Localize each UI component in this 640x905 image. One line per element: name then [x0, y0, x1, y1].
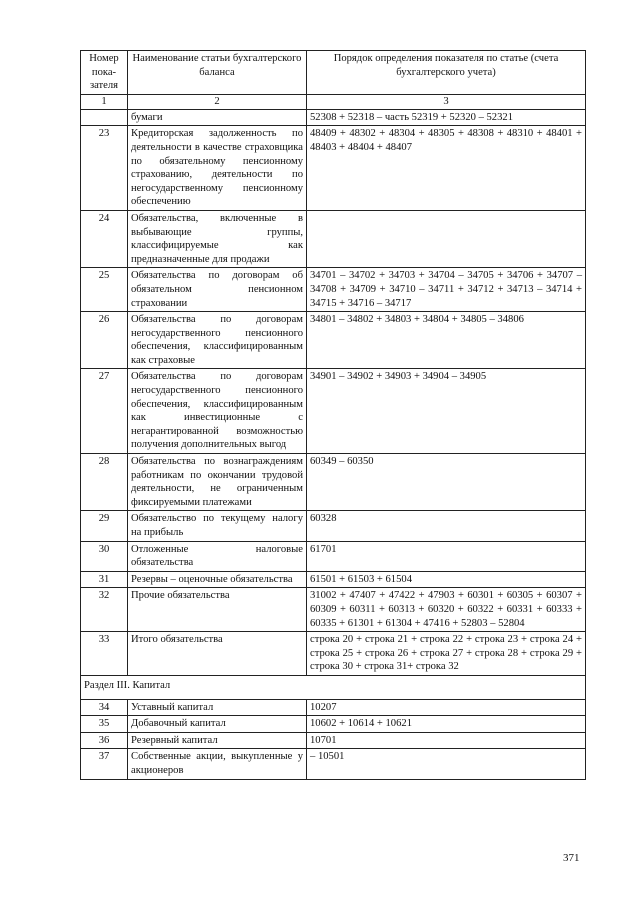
table-row	[81, 632, 586, 676]
column-number: 2	[128, 94, 307, 109]
row-number: 31	[81, 571, 128, 588]
row-formula: 60349 – 60350	[307, 454, 586, 511]
table-header-row	[81, 51, 586, 95]
header-determination-order: Порядок определения показателя по статье (счета бухгалтерского учета)	[307, 51, 586, 95]
row-item-name: Обязательства, включенные в выбывающие группы, классифицируемые как предназначенные для продажи	[128, 210, 307, 267]
row-formula: 34901 – 34902 + 34903 + 34904 – 34905	[307, 369, 586, 454]
row-formula: 34701 – 34702 + 34703 + 34704 – 34705 + 34706 + 34707 – 34708 + 34709 + 34710 – 34711 + 34712 + 34713 – 34714 + 34715 + 34716 – 34717	[307, 268, 586, 312]
row-formula	[307, 210, 586, 267]
row-item-name: Отложенные налоговые обязательства	[128, 541, 307, 571]
row-item-name: Добавочный капитал	[128, 716, 307, 733]
continuation-row	[81, 109, 586, 126]
row-formula: – 10501	[307, 749, 586, 779]
row-item-name: Обязательство по текущему налогу на прибыль	[128, 511, 307, 541]
row-formula: 61701	[307, 541, 586, 571]
row-number: 25	[81, 268, 128, 312]
table-row	[81, 716, 586, 733]
row-formula: 48409 + 48302 + 48304 + 48305 + 48308 + 48310 + 48401 + 48403 + 48404 + 48407	[307, 126, 586, 211]
table-row	[81, 369, 586, 454]
row-item-name: Собственные акции, выкупленные у акционеров	[128, 749, 307, 779]
row-formula: 52308 + 52318 – часть 52319 + 52320 – 52321	[307, 109, 586, 126]
table-row	[81, 541, 586, 571]
column-number: 1	[81, 94, 128, 109]
row-formula: 61501 + 61503 + 61504	[307, 571, 586, 588]
table-row	[81, 312, 586, 369]
row-number: 23	[81, 126, 128, 211]
table-row	[81, 454, 586, 511]
row-item-name: Обязательства по вознаграждениям работникам по окончании трудовой деятельности, не ограниченным фиксируемыми платежами	[128, 454, 307, 511]
table-row	[81, 749, 586, 779]
row-formula: 10701	[307, 732, 586, 749]
table-row	[81, 699, 586, 716]
row-number: 24	[81, 210, 128, 267]
row-formula: 10207	[307, 699, 586, 716]
header-balance-item-name: Наименование статьи бухгалтерского баланса	[128, 51, 307, 95]
row-number: 28	[81, 454, 128, 511]
row-item-name: Итого обязательства	[128, 632, 307, 676]
accounting-table	[80, 50, 586, 780]
section-title: Раздел III. Капитал	[81, 675, 586, 699]
table-row	[81, 571, 586, 588]
row-item-name: Обязательства по договорам негосударственного пенсионного обеспечения, классифицированным как страховые	[128, 312, 307, 369]
row-formula: 31002 + 47407 + 47422 + 47903 + 60301 + 60305 + 60307 + 60309 + 60311 + 60313 + 60320 + 60322 + 60331 + 60333 + 60335 + 61301 + 61304 + 47416 + 52803 – 52804	[307, 588, 586, 632]
row-item-name: Обязательства по договорам об обязательном пенсионном страховании	[128, 268, 307, 312]
row-item-name: Уставный капитал	[128, 699, 307, 716]
row-number: 35	[81, 716, 128, 733]
column-number: 3	[307, 94, 586, 109]
row-number	[81, 109, 128, 126]
row-number: 37	[81, 749, 128, 779]
row-number: 34	[81, 699, 128, 716]
row-item-name: Обязательства по договорам негосударственного пенсионного обеспечения, классифицированным как инвестиционные с негарантированной возможностью получения дополнительных выгод	[128, 369, 307, 454]
row-number: 30	[81, 541, 128, 571]
table-row	[81, 511, 586, 541]
row-number: 26	[81, 312, 128, 369]
row-formula: 10602 + 10614 + 10621	[307, 716, 586, 733]
page-number: 371	[563, 852, 580, 864]
row-item-name: бумаги	[128, 109, 307, 126]
row-item-name: Кредиторская задолженность по деятельности в качестве страховщика по обязательному пенсионному страхованию, деятельности по негосударственному пенсионному обеспечению	[128, 126, 307, 211]
row-number: 32	[81, 588, 128, 632]
table-row	[81, 126, 586, 211]
row-formula: строка 20 + строка 21 + строка 22 + строка 23 + строка 24 + строка 25 + строка 26 + строка 27 + строка 28 + строка 29 + строка 30 + строка 31+ строка 32	[307, 632, 586, 676]
row-formula: 34801 – 34802 + 34803 + 34804 + 34805 – 34806	[307, 312, 586, 369]
row-formula: 60328	[307, 511, 586, 541]
row-number: 33	[81, 632, 128, 676]
row-number: 36	[81, 732, 128, 749]
row-number: 27	[81, 369, 128, 454]
row-item-name: Резервы – оценочные обязательства	[128, 571, 307, 588]
row-item-name: Резервный капитал	[128, 732, 307, 749]
table-row	[81, 732, 586, 749]
row-number: 29	[81, 511, 128, 541]
table-row	[81, 268, 586, 312]
table-row	[81, 210, 586, 267]
row-item-name: Прочие обязательства	[128, 588, 307, 632]
table-row	[81, 588, 586, 632]
column-number-row	[81, 94, 586, 109]
header-indicator-number: Номер пока-зателя	[81, 51, 128, 95]
section-row	[81, 675, 586, 699]
